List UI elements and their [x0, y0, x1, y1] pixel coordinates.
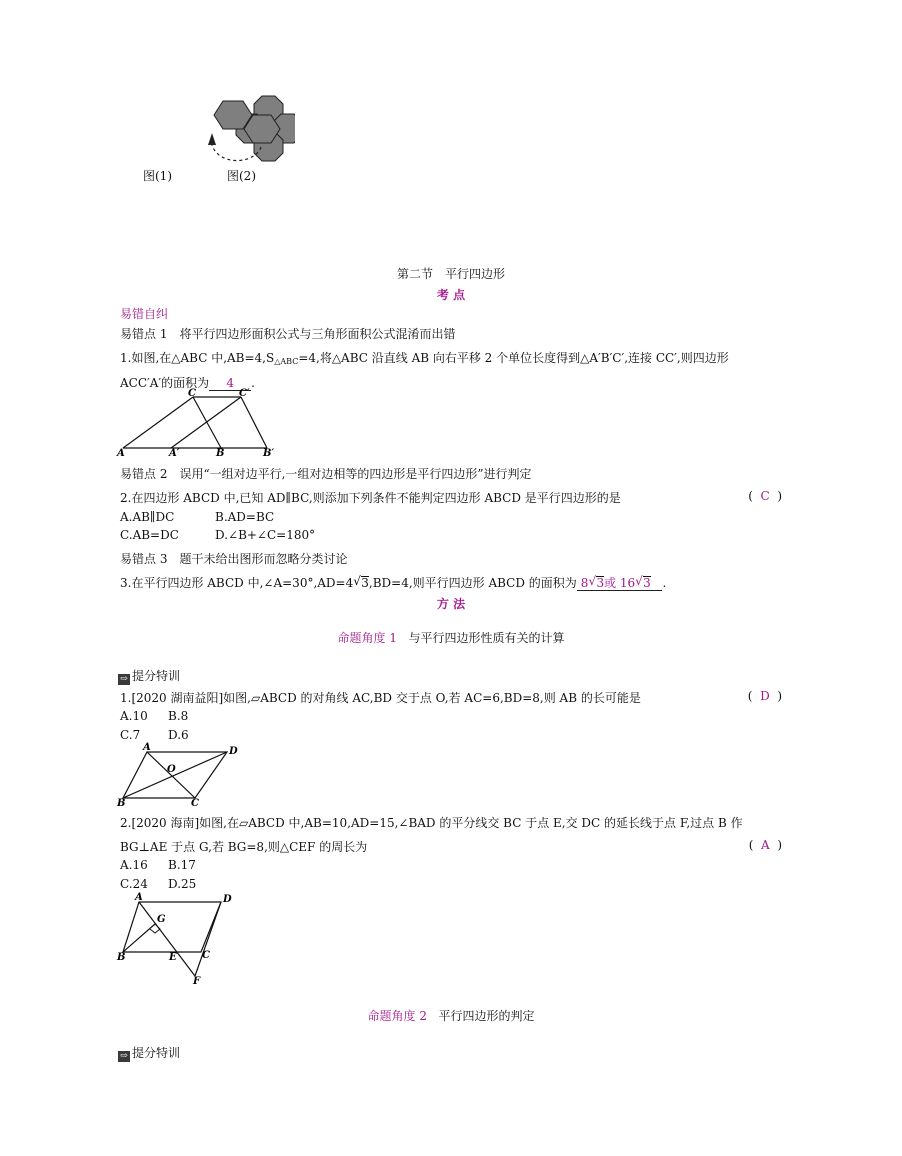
question-2-option-d: D.∠B+∠C=180°	[215, 528, 316, 542]
parallelogram-figure-2	[115, 890, 240, 986]
label-B: B	[117, 798, 126, 808]
error-point-1: 易错点 1 将平行四边形面积公式与三角形面积公式混淆而出错	[120, 327, 456, 341]
arrow-icon: ⇨	[118, 1051, 130, 1062]
question-2-option-a: A.AB∥DC	[120, 510, 175, 524]
error-point-3: 易错点 3 题干未给出图形而忽略分类讨论	[120, 552, 348, 566]
question-1-line1: 1.如图,在△ABC 中$,AB=4,S_{\triangle ABC}=4$,将△ABC 沿直线 AB 向右平移 2 个单位长度得到△A′B′C′,连接 CC′,则四边形	[120, 351, 729, 366]
question-5-option-a: A.16	[120, 858, 148, 872]
tifen-heading-2: ⇨ 提分特训	[118, 1044, 180, 1062]
question-4-answer-paren: ( D )	[747, 689, 782, 703]
label-C: C	[188, 388, 196, 399]
question-1-answer: 4	[209, 376, 251, 391]
fangfa-heading: 方 法	[436, 597, 466, 611]
question-5-option-c: C.24	[120, 877, 148, 891]
question-4-option-d: D.6	[168, 728, 189, 742]
question-4-option-c: C.7	[120, 728, 141, 742]
label-B: B	[117, 952, 126, 963]
question-1-line2: ACC′A′的面积为 4 .	[120, 376, 255, 390]
tifen-heading-1: ⇨ 提分特训	[118, 667, 180, 685]
label-A-prime: A′	[169, 448, 180, 459]
label-F: F	[193, 976, 201, 986]
question-2-answer-paren: ( C )	[748, 489, 782, 503]
question-3-answer: 8√ 3或 16√ 3	[577, 576, 663, 591]
angle-1-heading: 命题角度 1 与平行四边形性质有关的计算	[337, 631, 565, 645]
question-2-option-b: B.AD=BC	[215, 510, 275, 524]
question-4-option-b: B.8	[168, 709, 189, 723]
translation-figure	[115, 388, 285, 460]
question-2-stem: 2.在四边形 ABCD 中,已知 AD∥BC,则添加下列条件不能判定四边形 ABCD 是平行四边形的是	[120, 491, 621, 505]
label-C: C	[202, 950, 210, 961]
question-5-option-b: B.17	[168, 858, 196, 872]
question-5-answer-paren: ( A )	[748, 838, 782, 852]
label-C: C	[191, 798, 199, 808]
label-E: E	[169, 952, 177, 963]
angle-2-heading: 命题角度 2 平行四边形的判定	[367, 1009, 535, 1023]
label-B-prime: B′	[263, 448, 275, 459]
parallelogram-figure-1	[115, 742, 240, 808]
section-title: 第二节 平行四边形	[396, 267, 505, 281]
label-D: D	[223, 894, 232, 905]
label-O: O	[167, 764, 176, 775]
arrow-icon: ⇨	[118, 674, 130, 685]
kaodian-heading: 考 点	[436, 288, 466, 302]
label-A: A	[135, 892, 143, 903]
label-A: A	[117, 448, 125, 459]
octagon-figures	[115, 93, 295, 188]
question-5-line2: BG⊥AE 于点 G,若 BG=8,则△CEF 的周长为	[120, 840, 368, 854]
question-3: 3.在平行四边形 ABCD 中,∠A=30°,AD=4√ 3,BD=4,则平行四边形 ABCD 的面积为 8√ 3或 16√ 3 .	[120, 574, 666, 591]
figure-1-label: 图(1)	[143, 169, 172, 183]
question-5-option-d: D.25	[168, 877, 197, 891]
label-G: G	[157, 914, 166, 925]
question-4-option-a: A.10	[120, 709, 148, 723]
question-2-option-c: C.AB=DC	[120, 528, 179, 542]
label-D: D	[229, 746, 238, 757]
rotation-arrowhead	[208, 133, 216, 145]
yicuo-heading: 易错自纠	[120, 307, 169, 321]
figure-2-label: 图(2)	[227, 169, 256, 183]
question-4-stem: 1.[2020 湖南益阳]如图,▱ABCD 的对角线 AC,BD 交于点 O,若 AC=6,BD=8,则 AB 的长可能是	[120, 691, 641, 705]
error-point-2: 易错点 2 误用“一组对边平行,一组对边相等的四边形是平行四边形”进行判定	[120, 467, 532, 481]
label-C-prime: C′	[239, 388, 250, 399]
question-5-line1: 2.[2020 海南]如图,在▱ABCD 中,AB=10,AD=15,∠BAD 的平分线交 BC 于点 E,交 DC 的延长线于点 F,过点 B 作	[120, 816, 743, 830]
label-B: B	[216, 448, 225, 459]
label-A: A	[143, 742, 151, 753]
